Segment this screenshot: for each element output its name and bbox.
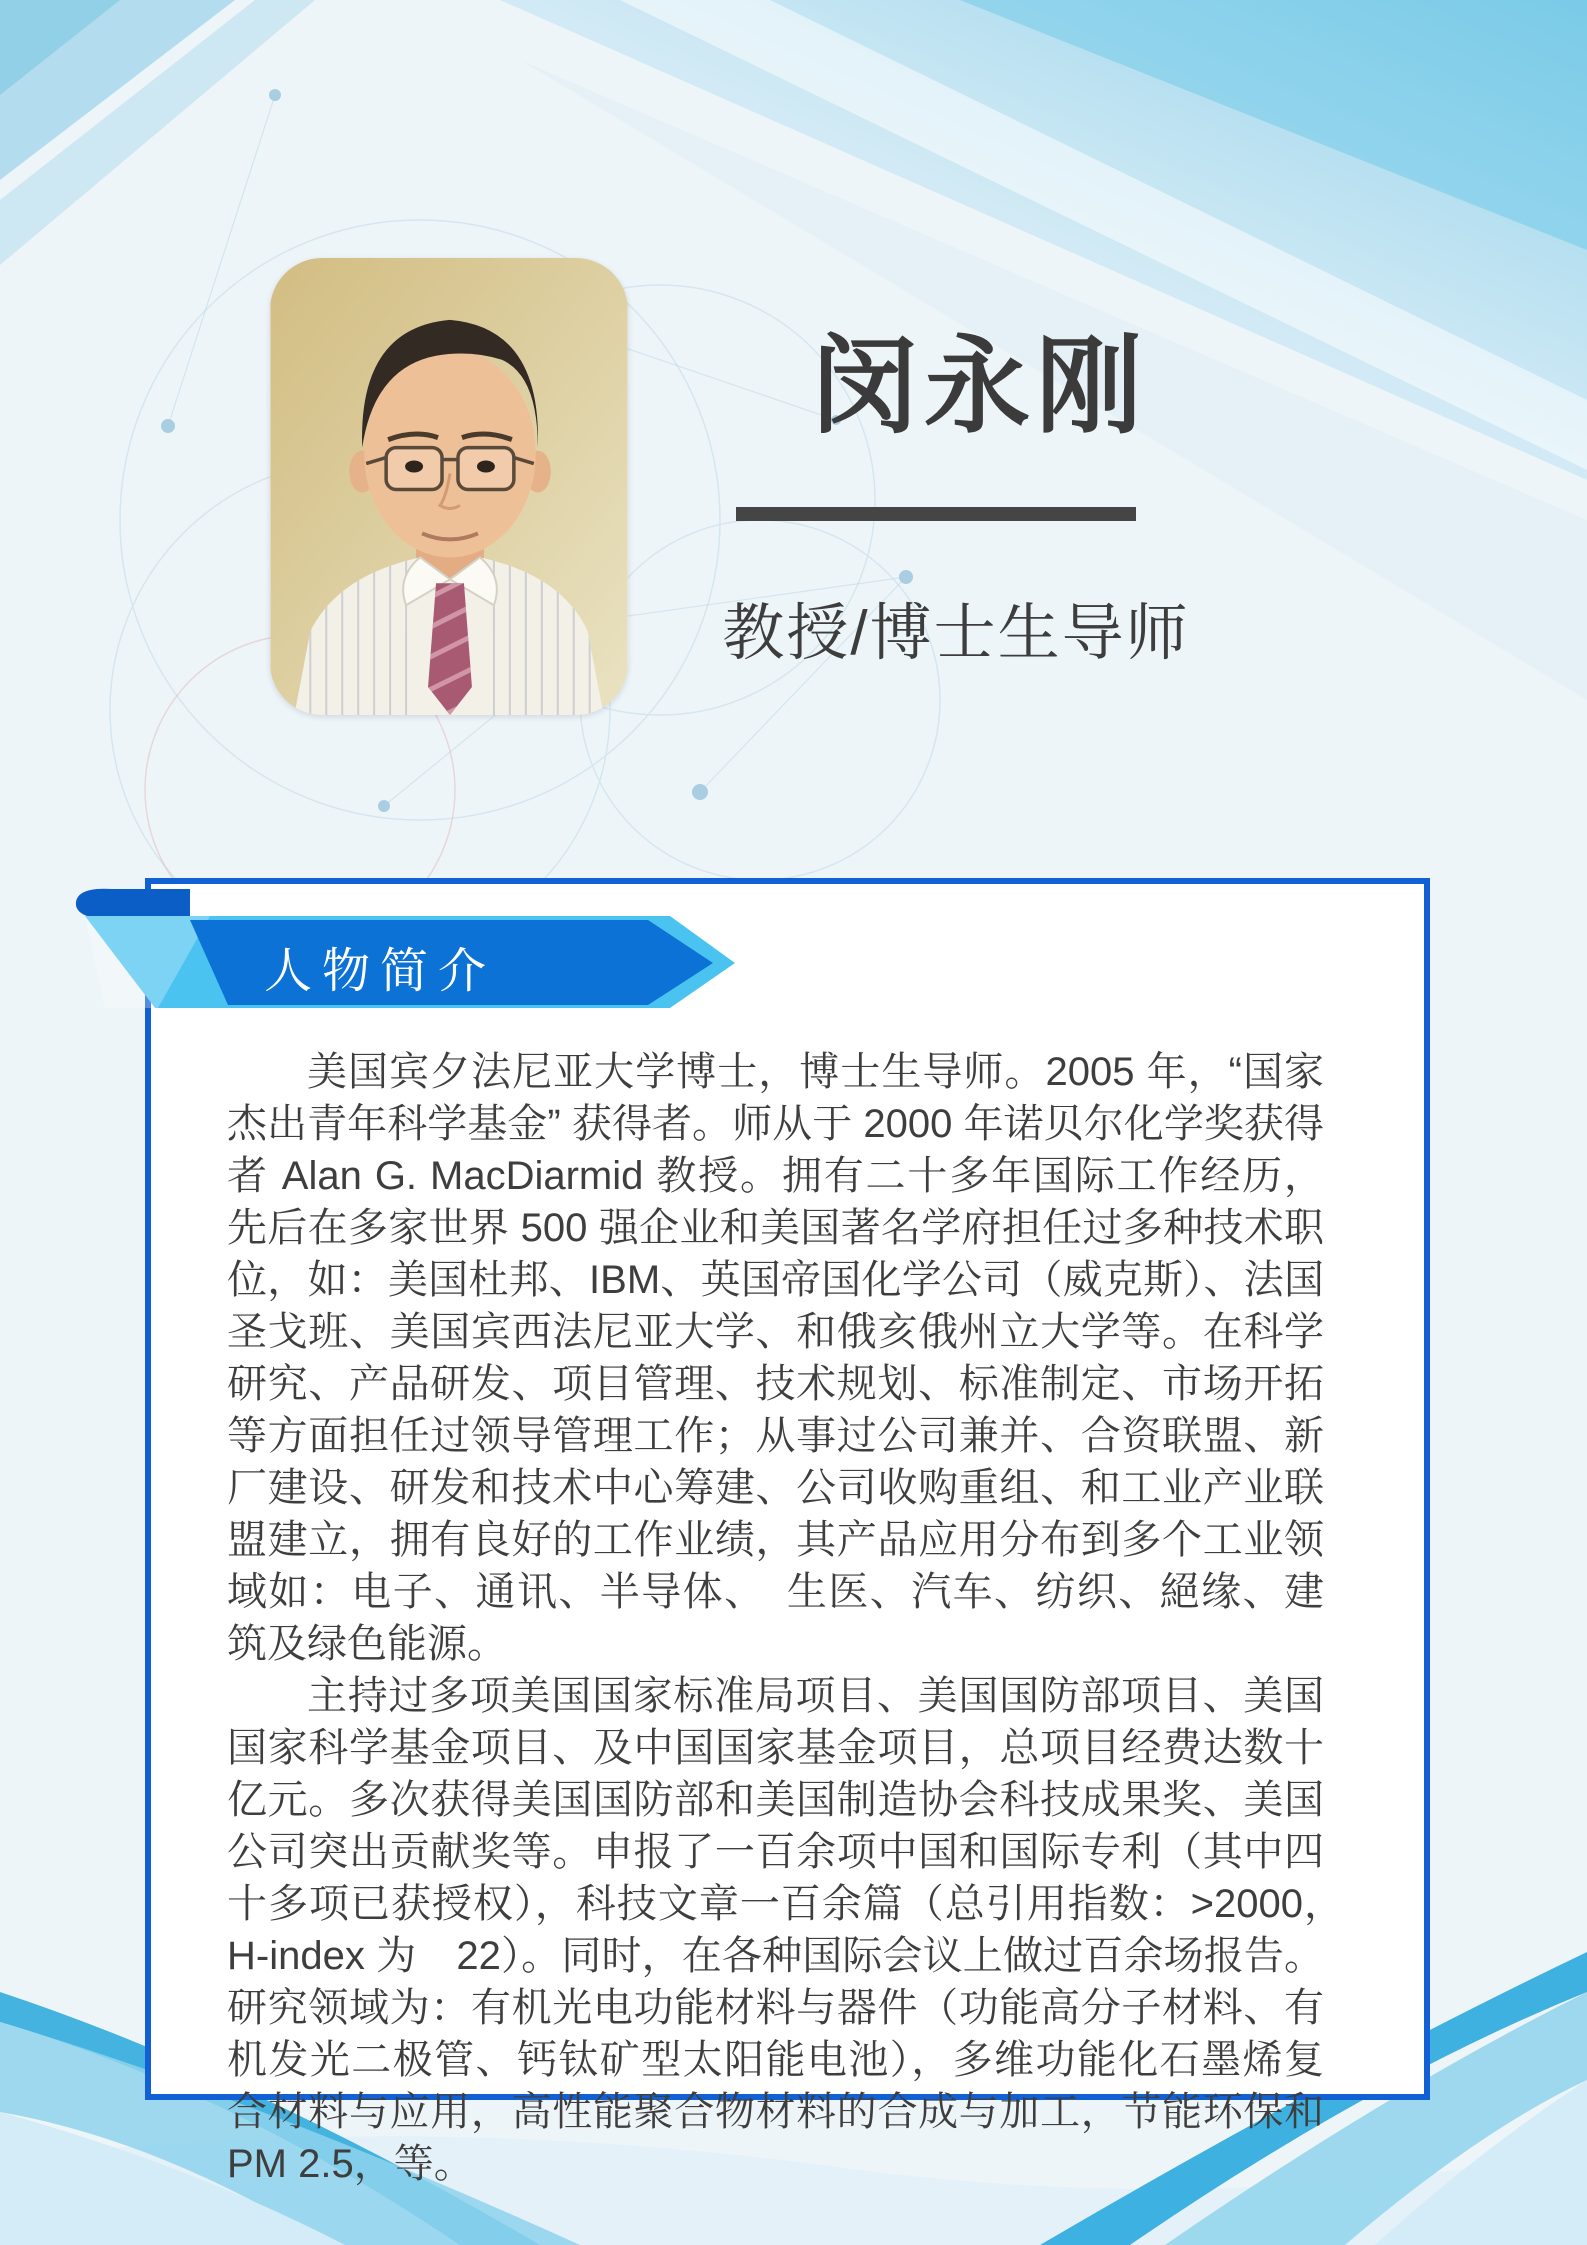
section-title: 人物简介 xyxy=(263,945,496,998)
bio-content xyxy=(151,884,1424,2190)
section-ribbon xyxy=(50,880,760,1012)
title-divider xyxy=(736,507,1136,521)
person-title: 教授/博士生导师 xyxy=(722,599,1190,668)
bio-box xyxy=(145,878,1430,2186)
portrait-illustration xyxy=(270,258,628,715)
profile-photo xyxy=(270,258,628,715)
person-name: 闵永刚 xyxy=(812,328,1148,446)
bio-paragraph-2: 主持过多项美国国家标准局项目、美国国防部项目、美国国家科学基金项目、及中国国家基金项目，总项目经费达数十亿元。多次获得美国国防部和美国制造协会科技成果奖、美国公司突出贡献奖等。申报了一百余项中国和国际专利（其中四十多项已获授权），科技文章一百余篇（总引用指数：>2000， H-index 为 22）。同时，在各种国际会议上做过百余场报告。研究领域为：有机光电功能材料与器件（功能高分子材料、有机发光二极管、钙钛矿型太阳能电池），多维功能化石墨烯复合材料与应用，高性能聚合物材料的合成与加工，节能环保和 PM 2.5，等。 xyxy=(227,1674,1364,2186)
bio-paragraph-1: 美国宾夕法尼亚大学博士，博士生导师。2005 年，“国家杰出青年科学基金” 获得者。师从于 2000 年诺贝尔化学奖获得者 Alan G. MacDiarmid 教授。拥有二十多年国际工作经历，先后在多家世界 500 强企业和美国著名学府担任过多种技术职位，如：美国杜邦、IBM、英国帝国化学公司（威克斯）、法国圣戈班、美国宾西法尼亚大学、和俄亥俄州立大学等。在科学研究、产品研发、项目管理、技术规划、标准制定、市场开拓等方面担任过领导管理工作；从事过公司兼并、合资联盟、新厂建设、研发和技术中心筹建、公司收购重组、和工业产业联盟建立，拥有良好的工作业绩，其产品应用分布到多个工业领域如：电子、通讯、半导体、 生医、汽车、纺织、絕缘、建筑及绿色能源。 xyxy=(227,1050,1324,1666)
